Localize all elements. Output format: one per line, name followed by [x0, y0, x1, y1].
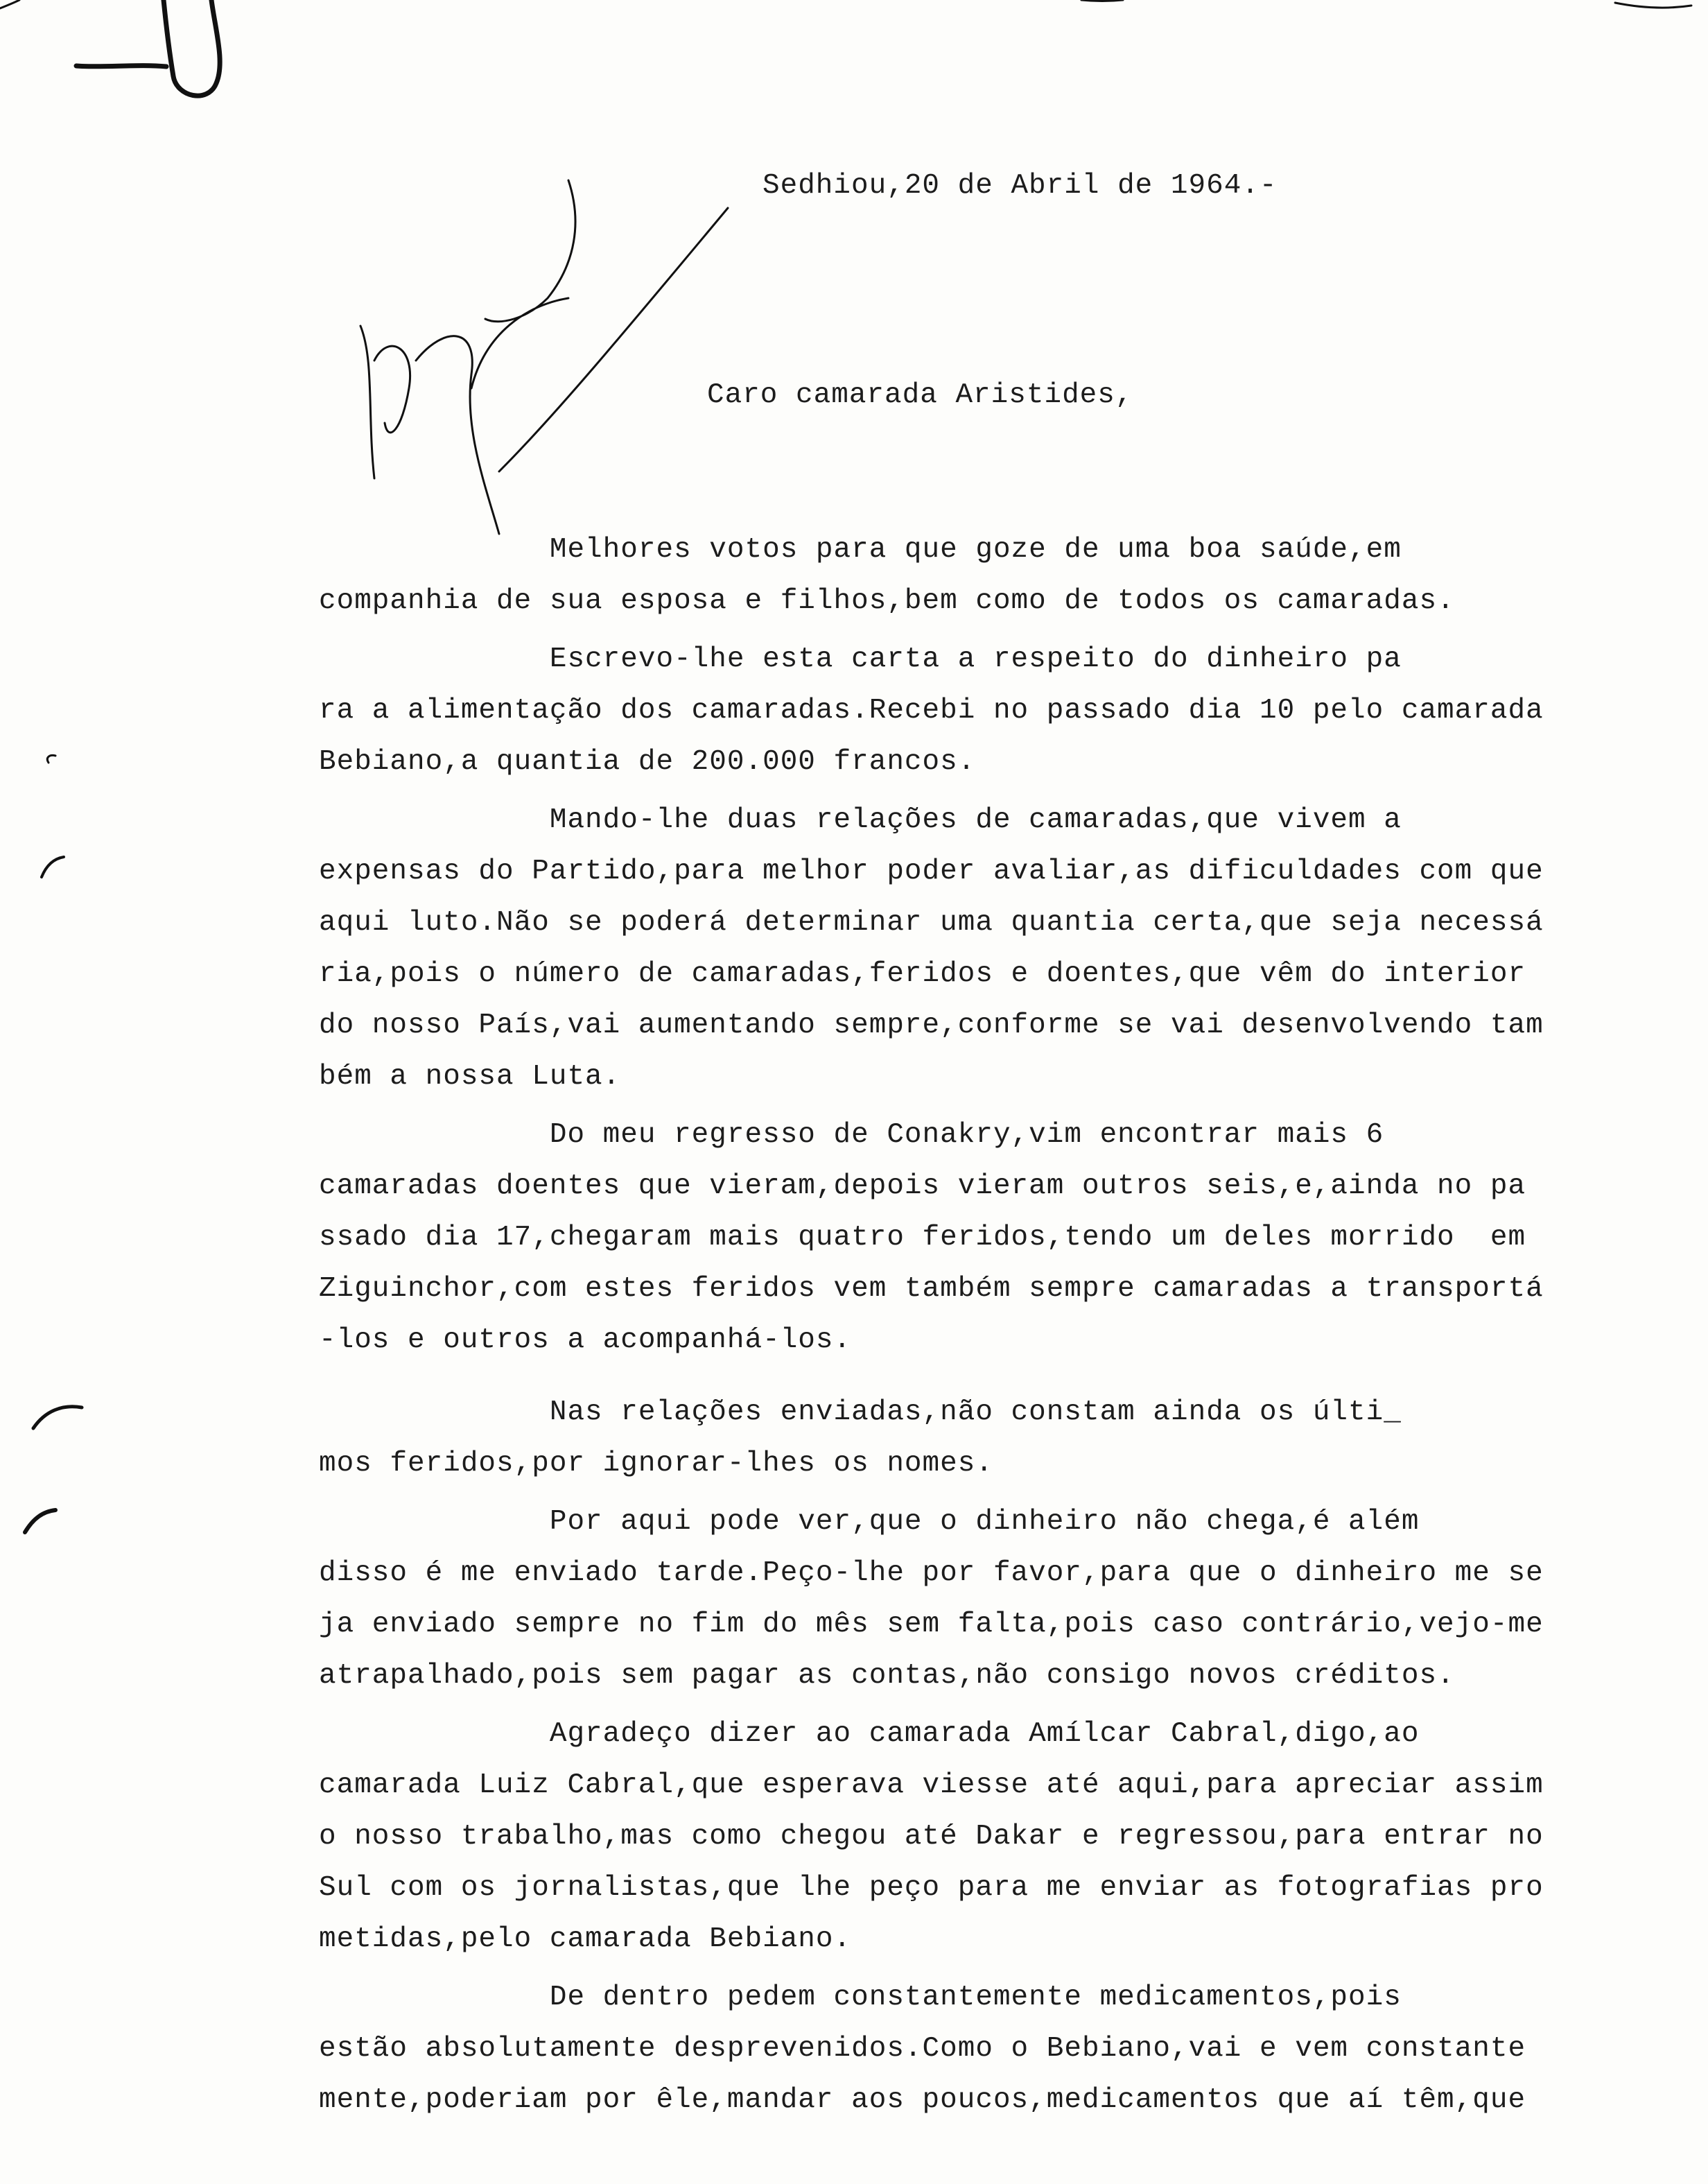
margin-mark: [25, 1510, 55, 1532]
body-line: Por aqui pode ver,que o dinheiro não chega,é além: [319, 1506, 1420, 1538]
body-line: ssado dia 17,chegaram mais quatro feridos,tendo um deles morrido em: [319, 1222, 1526, 1254]
body-line: atrapalhado,pois sem pagar as contas,não consigo novos créditos.: [319, 1660, 1455, 1692]
body-line: Mando-lhe duas relações de camaradas,que vivem a: [319, 804, 1402, 836]
body-line: mos feridos,por ignorar-lhes os nomes.: [319, 1448, 993, 1480]
body-line: De dentro pedem constantemente medicamentos,pois: [319, 1982, 1402, 2013]
body-line: Do meu regresso de Conakry,vim encontrar mais 6: [319, 1119, 1384, 1151]
body-line: Nas relações enviadas,não constam ainda os últi_: [319, 1396, 1402, 1428]
body-line: camarada Luiz Cabral,que esperava viesse até aqui,para apreciar assim: [319, 1769, 1544, 1801]
body-line: companhia de sua esposa e filhos,bem como de todos os camaradas.: [319, 585, 1455, 617]
handwritten-page-number: [76, 0, 220, 96]
body-line: camaradas doentes que vieram,depois vieram outros seis,e,ainda no pa: [319, 1170, 1526, 1202]
margin-mark: [47, 755, 55, 763]
body-line: Melhores votos para que goze de uma boa saúde,em: [319, 534, 1402, 566]
margin-mark: [1615, 3, 1691, 8]
body-line: Bebiano,a quantia de 200.000 francos.: [319, 746, 976, 778]
corner-stroke: [0, 0, 19, 8]
margin-mark: [33, 1407, 82, 1428]
body-line: ria,pois o número de camaradas,feridos e doentes,que vêm do interior: [319, 958, 1526, 990]
margin-mark: [42, 857, 64, 877]
letter-salutation: Caro camarada Aristides,: [707, 379, 1133, 411]
letter-date: Sedhiou,20 de Abril de 1964.-: [762, 170, 1278, 202]
body-line: metidas,pelo camarada Bebiano.: [319, 1923, 852, 1955]
handwritten-signature: [360, 180, 728, 534]
body-line: Escrevo-lhe esta carta a respeito do dinheiro pa: [319, 643, 1402, 675]
body-line: Ziguinchor,com estes feridos vem também sempre camaradas a transportá: [319, 1273, 1544, 1305]
body-line: ja enviado sempre no fim do mês sem falta,pois caso contrário,vejo-me: [319, 1609, 1544, 1640]
body-line: -los e outros a acompanhá-los.: [319, 1324, 852, 1356]
margin-mark: [1081, 0, 1123, 1]
body-line: Sul com os jornalistas,que lhe peço para me enviar as fotografias pro: [319, 1872, 1544, 1904]
body-line: aqui luto.Não se poderá determinar uma quantia certa,que seja necessá: [319, 907, 1544, 939]
body-line: disso é me enviado tarde.Peço-lhe por favor,para que o dinheiro me se: [319, 1557, 1544, 1589]
body-line: Agradeço dizer ao camarada Amílcar Cabral,digo,ao: [319, 1718, 1420, 1750]
body-line: mente,poderiam por êle,mandar aos poucos,medicamentos que aí têm,que: [319, 2084, 1526, 2116]
body-line: expensas do Partido,para melhor poder avaliar,as dificuldades com que: [319, 856, 1544, 887]
body-line: do nosso País,vai aumentando sempre,conforme se vai desenvolvendo tam: [319, 1009, 1544, 1041]
body-line: ra a alimentação dos camaradas.Recebi no passado dia 10 pelo camarada: [319, 695, 1544, 727]
body-line: estão absolutamente desprevenidos.Como o Bebiano,vai e vem constante: [319, 2033, 1526, 2065]
body-line: o nosso trabalho,mas como chegou até Dakar e regressou,para entrar no: [319, 1821, 1544, 1853]
body-line: bém a nossa Luta.: [319, 1061, 621, 1093]
